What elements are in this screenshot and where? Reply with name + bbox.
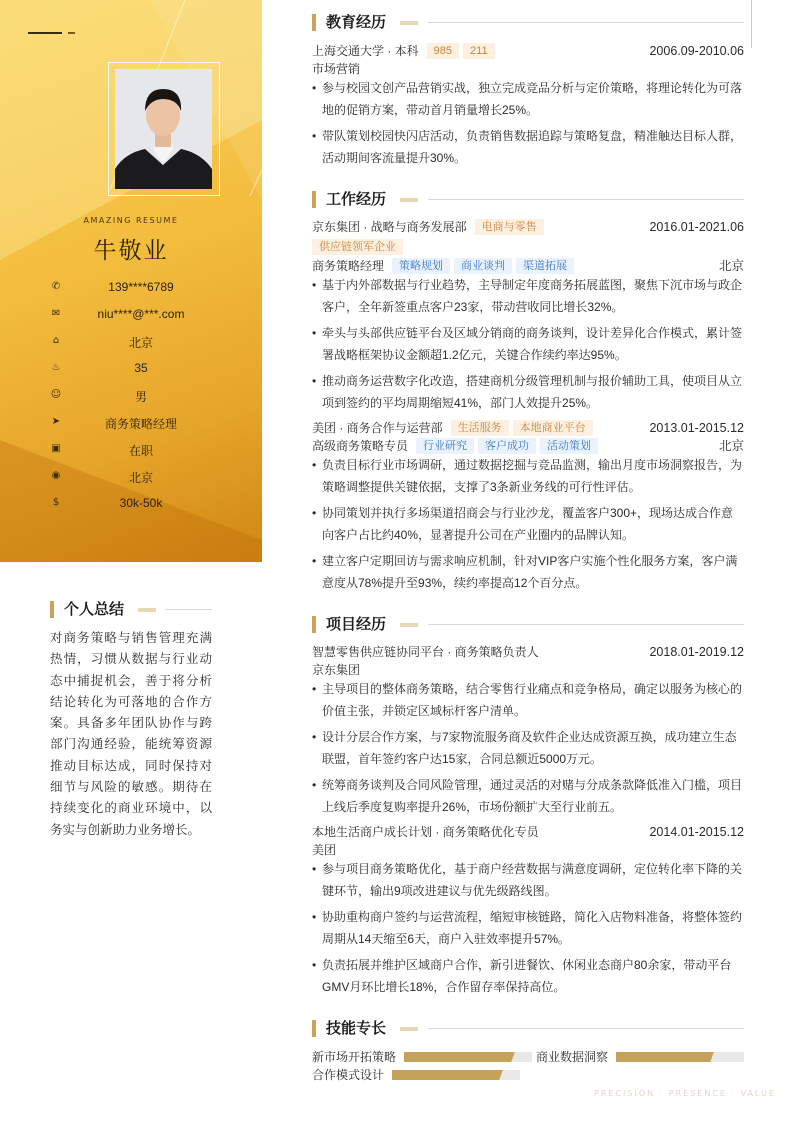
job-role: 高级商务策略专员 bbox=[312, 439, 409, 453]
section-accent-bar bbox=[312, 616, 316, 633]
tag-badge: 本地商业平台 bbox=[513, 420, 593, 436]
home-icon: ⌂ bbox=[52, 335, 60, 346]
project-row bbox=[312, 824, 744, 840]
bullet-item: • 设计分层合作方案，与7家物流服务商及软件企业达成资源互换，成功建立生态联盟，首年签约客户达15家，合同总额近5000万元。 bbox=[312, 727, 744, 770]
info-value: 北京 bbox=[128, 336, 153, 350]
project-name: 智慧零售供应链协同平台 · 商务策略负责人 bbox=[312, 645, 539, 659]
section-divider bbox=[428, 1028, 744, 1029]
info-value: 139****6789 bbox=[108, 280, 174, 294]
job-company-row bbox=[312, 420, 744, 436]
info-value: 30k-50k bbox=[119, 496, 163, 510]
work-section-header bbox=[312, 190, 744, 209]
tag-badge: 客户成功 bbox=[478, 438, 536, 454]
section-divider bbox=[428, 624, 744, 625]
bullet-item: • 协同策划并执行多场渠道招商会与行业沙龙，覆盖客户300+，现场达成合作意向客户占比约40%，显著提升公司在产业圈内的品牌认知。 bbox=[312, 503, 744, 546]
smile-icon: ☺ bbox=[50, 389, 62, 400]
skill-bar-track bbox=[392, 1070, 520, 1080]
major: 市场营销 bbox=[312, 62, 361, 76]
project-name: 本地生活商户成长计划 · 商务策略优化专员 bbox=[312, 825, 539, 839]
company-name: 京东集团 · 战略与商务发展部 bbox=[312, 220, 467, 234]
send-icon: ➤ bbox=[51, 416, 61, 427]
tag-badge: 活动策划 bbox=[540, 438, 598, 454]
project-org: 京东集团 bbox=[312, 663, 361, 677]
section-divider bbox=[428, 22, 744, 23]
section-accent-bar bbox=[312, 191, 316, 208]
sidebar bbox=[0, 0, 262, 1123]
section-divider bbox=[428, 199, 744, 200]
section-accent-bar bbox=[312, 14, 316, 31]
info-row bbox=[0, 334, 262, 350]
tag-badge: 供应链领军企业 bbox=[312, 239, 403, 255]
skill-name: 新市场开拓策略 bbox=[312, 1050, 397, 1064]
skill-item bbox=[312, 1050, 532, 1064]
phone-icon: ✆ bbox=[51, 281, 61, 292]
info-row bbox=[0, 280, 262, 296]
education-date: 2006.09-2010.06 bbox=[649, 44, 744, 58]
skills-section-header bbox=[312, 1019, 744, 1038]
section-pill bbox=[400, 21, 418, 25]
tag-badge: 策略规划 bbox=[392, 258, 450, 274]
section-pill bbox=[400, 1027, 418, 1031]
section-pill bbox=[400, 623, 418, 627]
summary-section-header bbox=[50, 600, 212, 619]
job-role: 商务策略经理 bbox=[312, 259, 385, 273]
project-org: 美团 bbox=[312, 843, 337, 857]
project-row bbox=[312, 644, 744, 660]
tag-badge: 985 bbox=[427, 43, 459, 59]
bullet-item: • 协助重构商户签约与运营流程，缩短审核链路，简化入店物料准备，将整体签约周期从14天缩至6天，商户入驻效率提升57%。 bbox=[312, 907, 744, 950]
candidate-name: 牛敬业 bbox=[93, 238, 169, 264]
job-date: 2016.01-2021.06 bbox=[649, 220, 744, 234]
summary-text: 对商务策略与销售管理充满热情，习惯从数据与行业动态中捕捉机会，善于将分析结论转化为可落地的合作方案。具备多年团队协作与跨部门沟通经验，能统筹资源推动目标达成，同时保持对细节与风险的敏感。期待在持续变化的商业环境中，以务实与创新助力业务增长。 bbox=[50, 631, 212, 837]
education-section-header bbox=[312, 13, 744, 32]
bullet-item: • 带队策划校园快闪店活动，负责销售数据追踪与策略复盘，精准触达目标人群，活动期间客流量提升30%。 bbox=[312, 126, 744, 169]
bullet-item: • 统筹商务谈判及合同风险管理，通过灵活的对赌与分成条款降低准入门槛，项目上线后季度复购率提升26%，市场份额扩大至行业前五。 bbox=[312, 775, 744, 818]
salary-icon: $ bbox=[52, 497, 60, 508]
job-city: 北京 bbox=[718, 439, 744, 453]
avatar bbox=[115, 69, 212, 189]
info-value: 男 bbox=[134, 390, 147, 404]
education-row bbox=[312, 43, 744, 59]
job-city: 北京 bbox=[718, 259, 744, 273]
info-value: 北京 bbox=[128, 471, 153, 485]
info-row bbox=[0, 469, 262, 485]
bullet-item: • 主导项目的整体商务策略，结合零售行业痛点和竞争格局，确定以服务为核心的价值主张，并锁定区域标杆客户清单。 bbox=[312, 679, 744, 722]
tag-badge: 行业研究 bbox=[416, 438, 474, 454]
info-value: 商务策略经理 bbox=[104, 417, 177, 431]
job-tag-row bbox=[312, 239, 744, 255]
info-row bbox=[0, 388, 262, 404]
tag-badge: 211 bbox=[463, 43, 495, 59]
bullet-item: • 建立客户定期回访与需求响应机制，针对VIP客户实施个性化服务方案，客户满意度从78%提升至93%，续约率提高12个百分点。 bbox=[312, 551, 744, 594]
tagline: AMAZING RESUME bbox=[83, 216, 179, 225]
location-icon: ◉ bbox=[51, 470, 61, 481]
tag-badge: 渠道拓展 bbox=[516, 258, 574, 274]
section-accent-bar bbox=[50, 601, 54, 618]
skill-name: 合作模式设计 bbox=[312, 1068, 385, 1082]
section-title: 技能专长 bbox=[326, 1019, 387, 1037]
skill-name: 商业数据洞察 bbox=[536, 1050, 609, 1064]
job-role-row bbox=[312, 438, 744, 454]
bullet-item: • 参与校园文创产品营销实战，独立完成竞品分析与定价策略，将理论转化为可落地的促销方案，带动首月销量增长25%。 bbox=[312, 78, 744, 121]
company-name: 美团 · 商务合作与运营部 bbox=[312, 421, 443, 435]
projects-section-header bbox=[312, 615, 744, 634]
section-title: 个人总结 bbox=[64, 600, 125, 618]
bullet-item: • 基于内外部数据与行业趋势，主导制定年度商务拓展蓝图，聚焦下沉市场与政企客户，全年新签重点客户23家，带动营收同比增长32%。 bbox=[312, 275, 744, 318]
tag-badge: 电商与零售 bbox=[475, 219, 544, 235]
skill-bar-fill bbox=[616, 1052, 716, 1062]
cake-icon: ♨ bbox=[51, 362, 61, 373]
school-name: 上海交通大学 · 本科 bbox=[312, 44, 419, 58]
bullet-item: • 推动商务运营数字化改造，搭建商机分级管理机制与报价辅助工具，使项目从立项到签约的平均周期缩短41%，部门人效提升25%。 bbox=[312, 371, 744, 414]
tag-badge: 生活服务 bbox=[451, 420, 509, 436]
skill-item bbox=[312, 1068, 520, 1082]
job-role-row bbox=[312, 258, 744, 274]
mail-icon: ✉ bbox=[51, 308, 61, 319]
tag-badge: 商业谈判 bbox=[454, 258, 512, 274]
info-value: niu****@***.com bbox=[97, 307, 185, 321]
bullet-item: • 负责拓展并维护区域商户合作，新引进餐饮、休闲业态商户80余家，带动平台GMV月环比增长18%，合作留存率保持高位。 bbox=[312, 955, 744, 998]
section-title: 教育经历 bbox=[326, 13, 387, 31]
info-row bbox=[0, 442, 262, 458]
info-row bbox=[0, 361, 262, 377]
info-value: 在职 bbox=[128, 444, 153, 458]
dash-decoration bbox=[68, 32, 75, 34]
job-company-row bbox=[312, 219, 744, 235]
project-date: 2014.01-2015.12 bbox=[649, 825, 744, 839]
section-pill bbox=[400, 198, 418, 202]
dash-decoration bbox=[28, 32, 62, 34]
info-row bbox=[0, 496, 262, 512]
bullet-item: • 牵头与头部供应链平台及区域分销商的商务谈判，设计差异化合作模式，累计签署战略框架协议金额超1.2亿元，关键合作续约率达95%。 bbox=[312, 323, 744, 366]
section-title: 项目经历 bbox=[326, 615, 387, 633]
footer-tagline: PRECISION · PRESENCE · VALUE bbox=[594, 1089, 776, 1098]
info-value: 35 bbox=[134, 361, 148, 375]
bullet-item: • 参与项目商务策略优化，基于商户经营数据与满意度调研，定位转化率下降的关键环节，输出9项改进建议与优先级路线图。 bbox=[312, 859, 744, 902]
skill-bar-fill bbox=[404, 1052, 517, 1062]
portrait-image bbox=[115, 69, 212, 189]
info-row bbox=[0, 307, 262, 323]
section-divider bbox=[166, 609, 212, 610]
skill-bar-track bbox=[616, 1052, 744, 1062]
skill-bar-fill bbox=[392, 1070, 505, 1080]
project-date: 2018.01-2019.12 bbox=[649, 645, 744, 659]
section-pill bbox=[138, 608, 156, 612]
skill-item bbox=[536, 1050, 744, 1064]
bullet-item: • 负责目标行业市场调研，通过数据挖掘与竞品监测，输出月度市场洞察报告，为策略调整提供关键依据，支撑了3条新业务线的可行性评估。 bbox=[312, 455, 744, 498]
section-title: 工作经历 bbox=[326, 190, 387, 208]
job-date: 2013.01-2015.12 bbox=[649, 421, 744, 435]
info-row bbox=[0, 415, 262, 431]
briefcase-icon: ▣ bbox=[51, 443, 61, 454]
skill-bar-track bbox=[404, 1052, 532, 1062]
sidebar-header bbox=[0, 0, 262, 562]
section-accent-bar bbox=[312, 1020, 316, 1037]
